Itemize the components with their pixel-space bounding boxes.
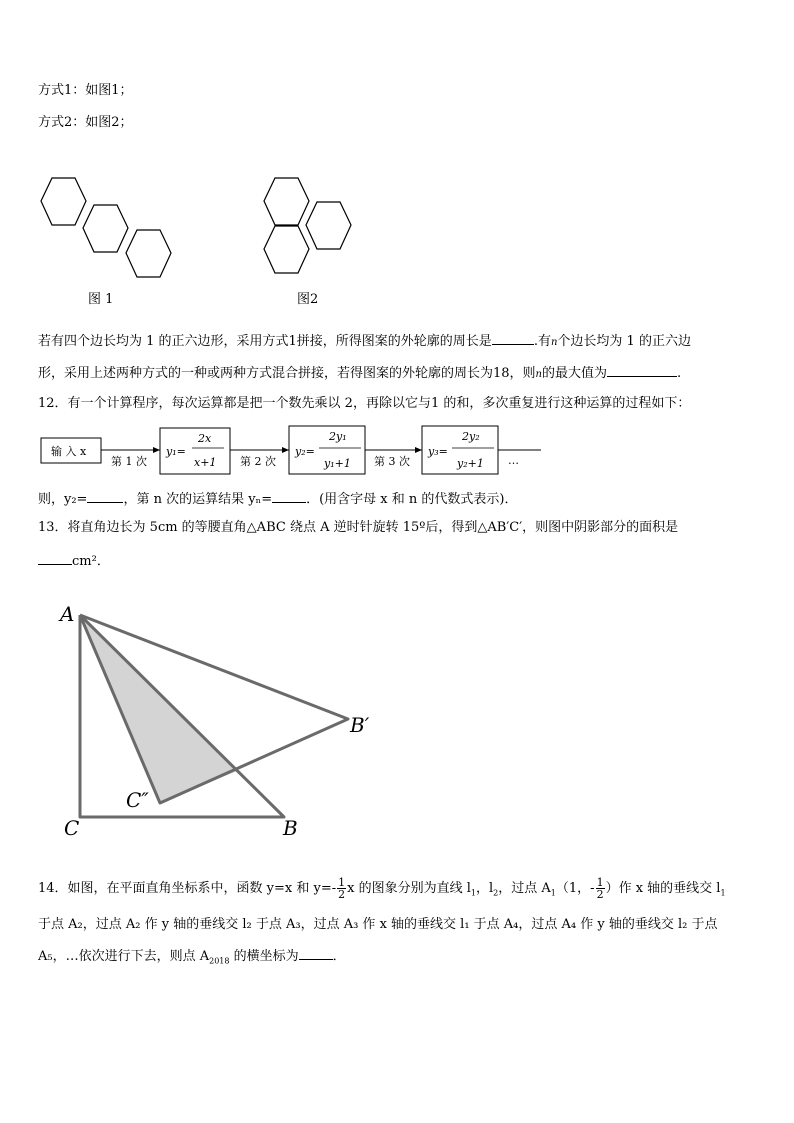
answer-blank	[38, 551, 72, 565]
question-12-answer-line: 则，y₂= ，第 n 次的运算结果 yₙ= ．(用含字母 x 和 n 的代数式表示)．	[38, 489, 517, 509]
hexagon-2	[306, 202, 351, 249]
hexagon-1	[41, 178, 86, 225]
question-14-line-2: 于点 A₂，过点 A₂ 作 y 轴的垂线交 l₂ 于点 A₃，过点 A₃ 作 x 轴的垂线交 l₁ 于点 A₄，过点 A₄ 作 y 轴的垂线交 l₂ 于点	[38, 917, 718, 932]
hexagon-figure-1	[36, 170, 196, 310]
label-C: C	[64, 816, 80, 840]
flow-step-1-label: 第 1 次	[111, 455, 147, 468]
method-2-text: 方式2：如图2；	[38, 115, 133, 130]
figure-1-caption: 图 1	[88, 292, 114, 307]
answer-blank	[492, 331, 534, 345]
shaded-region	[80, 615, 237, 803]
question-11-line-2: 形，采用上述两种方式的一种或两种方式混合拼接，若得图案的外轮廓的周长为18，则n的最大值为 .	[38, 363, 681, 384]
question-13-text: 13．将直角边长为 5cm 的等腰直角△ABC 绕点 A 逆时针旋转 15º后，得到△AB′C′，则图中阴影部分的面积是	[38, 520, 679, 535]
question-14-line-3: A₅，…依次进行下去，则点 $A_{2018}$ 的横坐标为 ．	[38, 946, 346, 971]
question-11-line-1: 若有四个边长均为 1 的正六边形，采用方式1拼接，所得图案的外轮廓的周长是 .有n个边长均为 1 的正六边	[38, 331, 691, 352]
label-B: B	[283, 816, 298, 840]
label-C-prime: C″	[126, 788, 149, 812]
flow-ellipsis: …	[508, 454, 519, 467]
flow-input-label: 输 入 x	[51, 445, 87, 458]
box-1-denominator: x+1	[194, 456, 217, 469]
method-1-text: 方式1：如图1；	[38, 83, 133, 98]
box-2-denominator: y₁+1	[324, 457, 351, 470]
answer-blank	[87, 489, 123, 503]
box-3-numerator: 2y₂	[462, 430, 480, 443]
computation-flowchart	[36, 420, 546, 484]
answer-blank	[272, 489, 306, 503]
hexagon-2	[83, 205, 128, 252]
question-12-text: 12．有一个计算程序，每次运算都是把一个数先乘以 2，再除以它与1 的和，多次重复进行这种运算的过程如下：	[38, 396, 691, 411]
label-B-prime: B′	[350, 713, 370, 737]
fraction-one-half: $\frac{1}{2}$	[596, 876, 604, 901]
box-2-lhs: y₂=	[295, 445, 315, 458]
fraction-one-half: $\frac{1}{2}$	[338, 876, 346, 901]
answer-blank	[607, 363, 677, 377]
flow-step-2-label: 第 2 次	[240, 455, 276, 468]
box-3-lhs: y₃=	[428, 445, 448, 458]
hexagon-1	[264, 178, 309, 225]
box-2-numerator: 2y₁	[329, 430, 347, 443]
answer-blank	[299, 946, 333, 960]
rotated-triangle-figure	[50, 595, 390, 845]
label-A: A	[60, 602, 75, 626]
hexagon-figure-2	[255, 170, 375, 290]
flow-step-3-label: 第 3 次	[374, 455, 410, 468]
hexagon-3	[264, 226, 309, 273]
hexagon-3	[126, 230, 171, 277]
question-13-answer-line: cm²．	[38, 551, 110, 571]
question-14-line-1: 14．如图，在平面直角坐标系中，函数 y=x 和 y=- $\frac{1}{2}$ x 的图象分别为直线 $l_1$，$l_2$，过点 $A_1(1$，- $\frac{1}{2}$ ）作 x 轴的垂线交 $l_1$	[38, 876, 726, 901]
box-1-numerator: 2x	[198, 432, 212, 445]
box-3-denominator: y₂+1	[457, 457, 484, 470]
figure-2-caption: 图2	[297, 292, 319, 307]
box-1-lhs: y₁=	[166, 445, 186, 458]
